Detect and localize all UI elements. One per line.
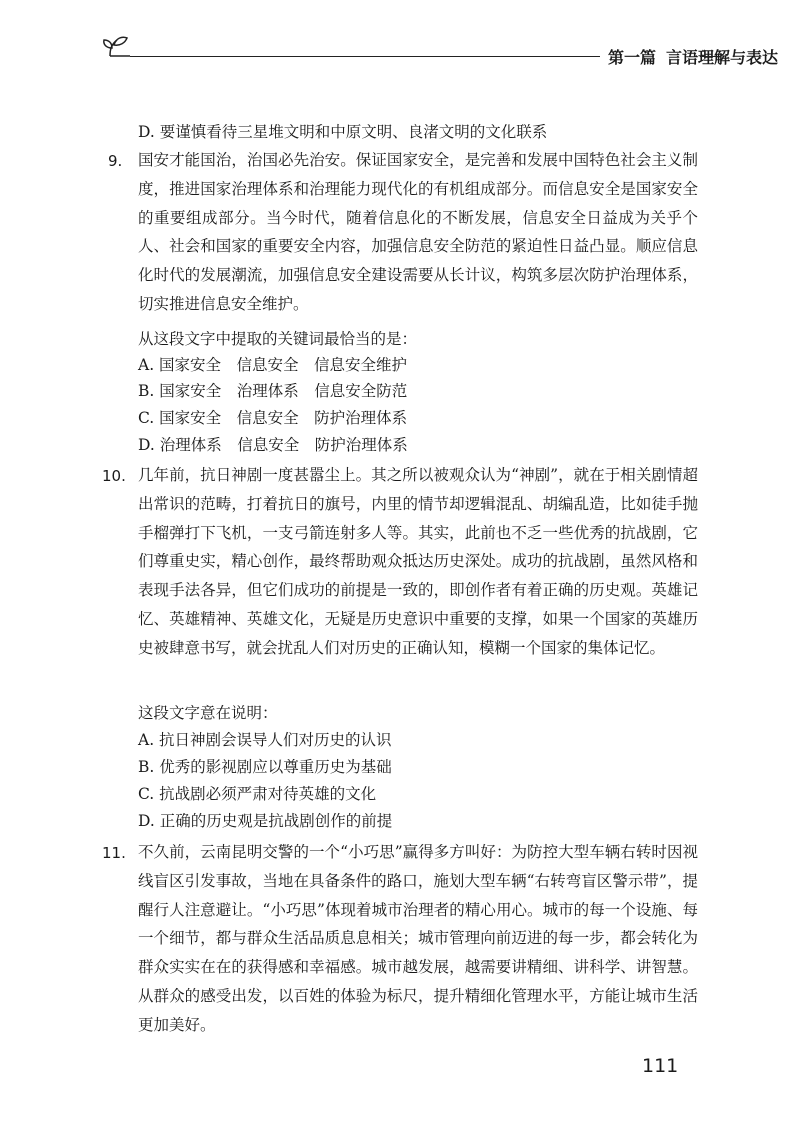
answer-option: C. 国家安全 信息安全 防护治理体系	[138, 409, 408, 427]
question-passage: 国安才能国治，治国必先治安。保证国家安全，是完善和发展中国特色社会主义制度，推进国家治理体系和治理能力现代化的有机组成部分。而信息安全是国家安全的重要组成部分。当今时代，随着信息化的不断发展，信息安全日益成为关乎个人、社会和国家的重要安全内容，加强信息安全防范的紧迫性日益凸显。顺应信息化时代的发展潮流，加强信息安全建设需要从长计议，构筑多层次防护治理体系，切实推进信息安全维护。	[138, 151, 698, 313]
sprout-icon	[100, 30, 134, 64]
answer-option: D. 治理体系 信息安全 防护治理体系	[138, 436, 408, 454]
answer-option: B. 国家安全 治理体系 信息安全防范	[138, 382, 408, 400]
question-passage: 几年前，抗日神剧一度甚嚣尘上。其之所以被观众认为“神剧”，就在于相关剧情超出常识的范畴，打着抗日的旗号，内里的情节却逻辑混乱、胡编乱造，比如徒手抛手榴弹打下飞机，一支弓箭连射多人等。其实，此前也不乏一些优秀的抗战剧，它们尊重史实，精心创作，最终帮助观众抵达历史深处。成功的抗战剧，虽然风格和表现手法各异，但它们成功的前提是一致的，即创作者有着正确的历史观。英雄记忆、英雄精神、英雄文化，无疑是历史意识中重要的支撑，如果一个国家的英雄历史被肆意书写，就会扰乱人们对历史的正确认知，模糊一个国家的集体记忆。	[138, 466, 698, 657]
header-rule-left	[130, 56, 600, 57]
part-label: 第一篇	[608, 48, 657, 67]
answer-option: B. 优秀的影视剧应以尊重历史为基础	[138, 758, 392, 776]
question-prompt: 从这段文字中提取的关键词最恰当的是：	[138, 330, 418, 348]
answer-option: C. 抗战剧必须严肃对待英雄的文化	[138, 785, 377, 803]
header-rule-right	[700, 56, 720, 57]
question-number: 11.	[102, 844, 126, 862]
answer-option: A. 国家安全 信息安全 信息安全维护	[138, 356, 408, 374]
answer-option: A. 抗日神剧会误导人们对历史的认识	[138, 731, 392, 749]
question-passage: 不久前，云南昆明交警的一个“小巧思”赢得多方叫好：为防控大型车辆右转时因视线盲区引发事故，当地在具备条件的路口，施划大型车辆“右转弯盲区警示带”，提醒行人注意避让。“小巧思”体现着城市治理者的精心用心。城市的每一个设施、每一个细节，都与群众生活品质息息相关；城市管理向前迈进的每一步，都会转化为群众实实在在的获得感和幸福感。城市越发展，越需要讲精细、讲科学、讲智慧。从群众的感受出发，以百姓的体验为标尺，提升精细化管理水平，方能让城市生活更加美好。	[138, 843, 698, 1034]
question-prompt: 这段文字意在说明：	[138, 704, 278, 722]
question-number: 9.	[108, 152, 123, 170]
page-number: 111	[642, 1055, 679, 1077]
chapter-title	[608, 45, 779, 68]
running-header	[100, 30, 779, 70]
answer-option: D. 正确的历史观是抗战剧创作的前提	[138, 812, 393, 830]
previous-question-option: D. 要谨慎看待三星堆文明和中原文明、良渚文明的文化联系	[138, 123, 548, 141]
question-number: 10.	[102, 467, 126, 485]
section-title: 言语理解与表达	[666, 48, 779, 67]
